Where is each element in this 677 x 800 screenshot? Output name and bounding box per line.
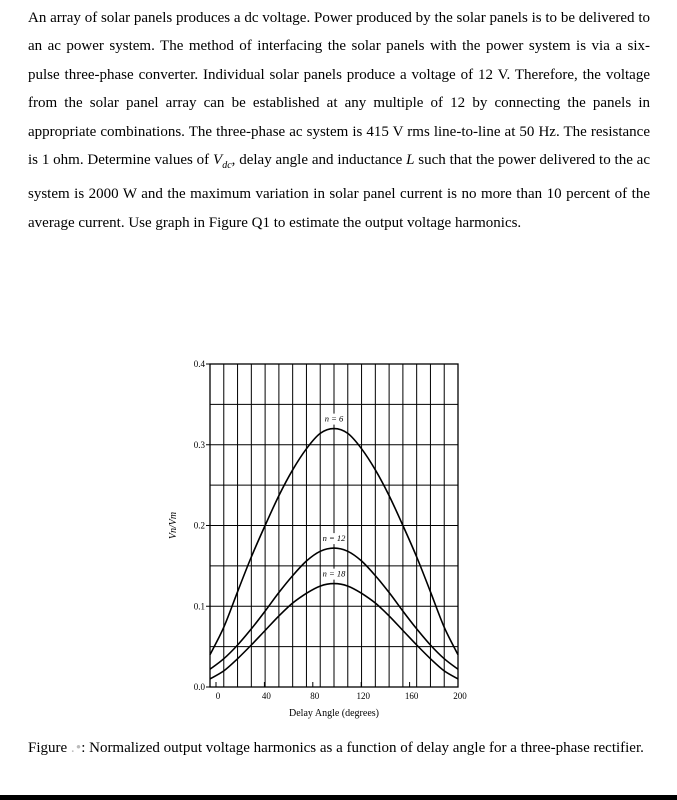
x-tick-label: 80 [310,691,320,701]
problem-text-1: An array of solar panels produces a dc voltage. Power produced by the solar panels is to be delivered to an ac power system. The method of interfacing the solar panels with the power system is via a six-pulse three-phase converter. Individual solar panels produce a voltage of 12 V. Therefore, the voltage from the solar panel array can be established at any multiple of 12 by connecting the panels in appropriate combinations. The three-phase ac system is 415 V rms line-to-line at 50 Hz. The resistance is 1 ohm. Determine values of [28,10,650,169]
x-tick-label: 160 [404,691,419,701]
bottom-divider [0,795,677,800]
y-tick-label: 0.4 [193,359,205,369]
problem-text-2: , delay angle and inductance [231,152,407,169]
y-tick-label: 0.0 [193,682,205,692]
y-tick-label: 0.1 [193,601,205,612]
caption-text: : Normalized output voltage harmonics as a function of delay angle for a three-phase rectifier. [81,740,644,756]
l-symbol: L [406,152,415,169]
x-tick-label: 120 [356,691,370,701]
series-label: n = 12 [322,533,346,544]
y-tick-label: 0.2 [193,520,205,531]
harmonics-chart [150,350,510,730]
caption-mark: . • [67,740,82,756]
caption-prefix: Figure [28,740,68,756]
series-label: n = 18 [322,568,346,579]
problem-statement [28,4,650,237]
vdc-symbol: $V_{dc}$ [213,152,232,172]
x-tick-label: 40 [261,691,271,701]
y-axis-title: Vn/Vm [168,511,179,540]
figure-caption [28,734,658,763]
y-tick-label: 0.3 [193,439,205,450]
x-tick-label: 0 [215,691,221,701]
x-tick-label: 200 [453,691,467,701]
series-label: n = 6 [324,413,344,424]
harmonics-figure [150,350,510,730]
problem-text-3: such that the power delivered to the ac system is 2000 W and the maximum variation in solar panel current is no more than 10 percent of the average current. Use graph in Figure Q1 to estimate the output voltage harmonics. [28,152,650,231]
x-axis-title: Delay Angle (degrees) [289,708,379,719]
